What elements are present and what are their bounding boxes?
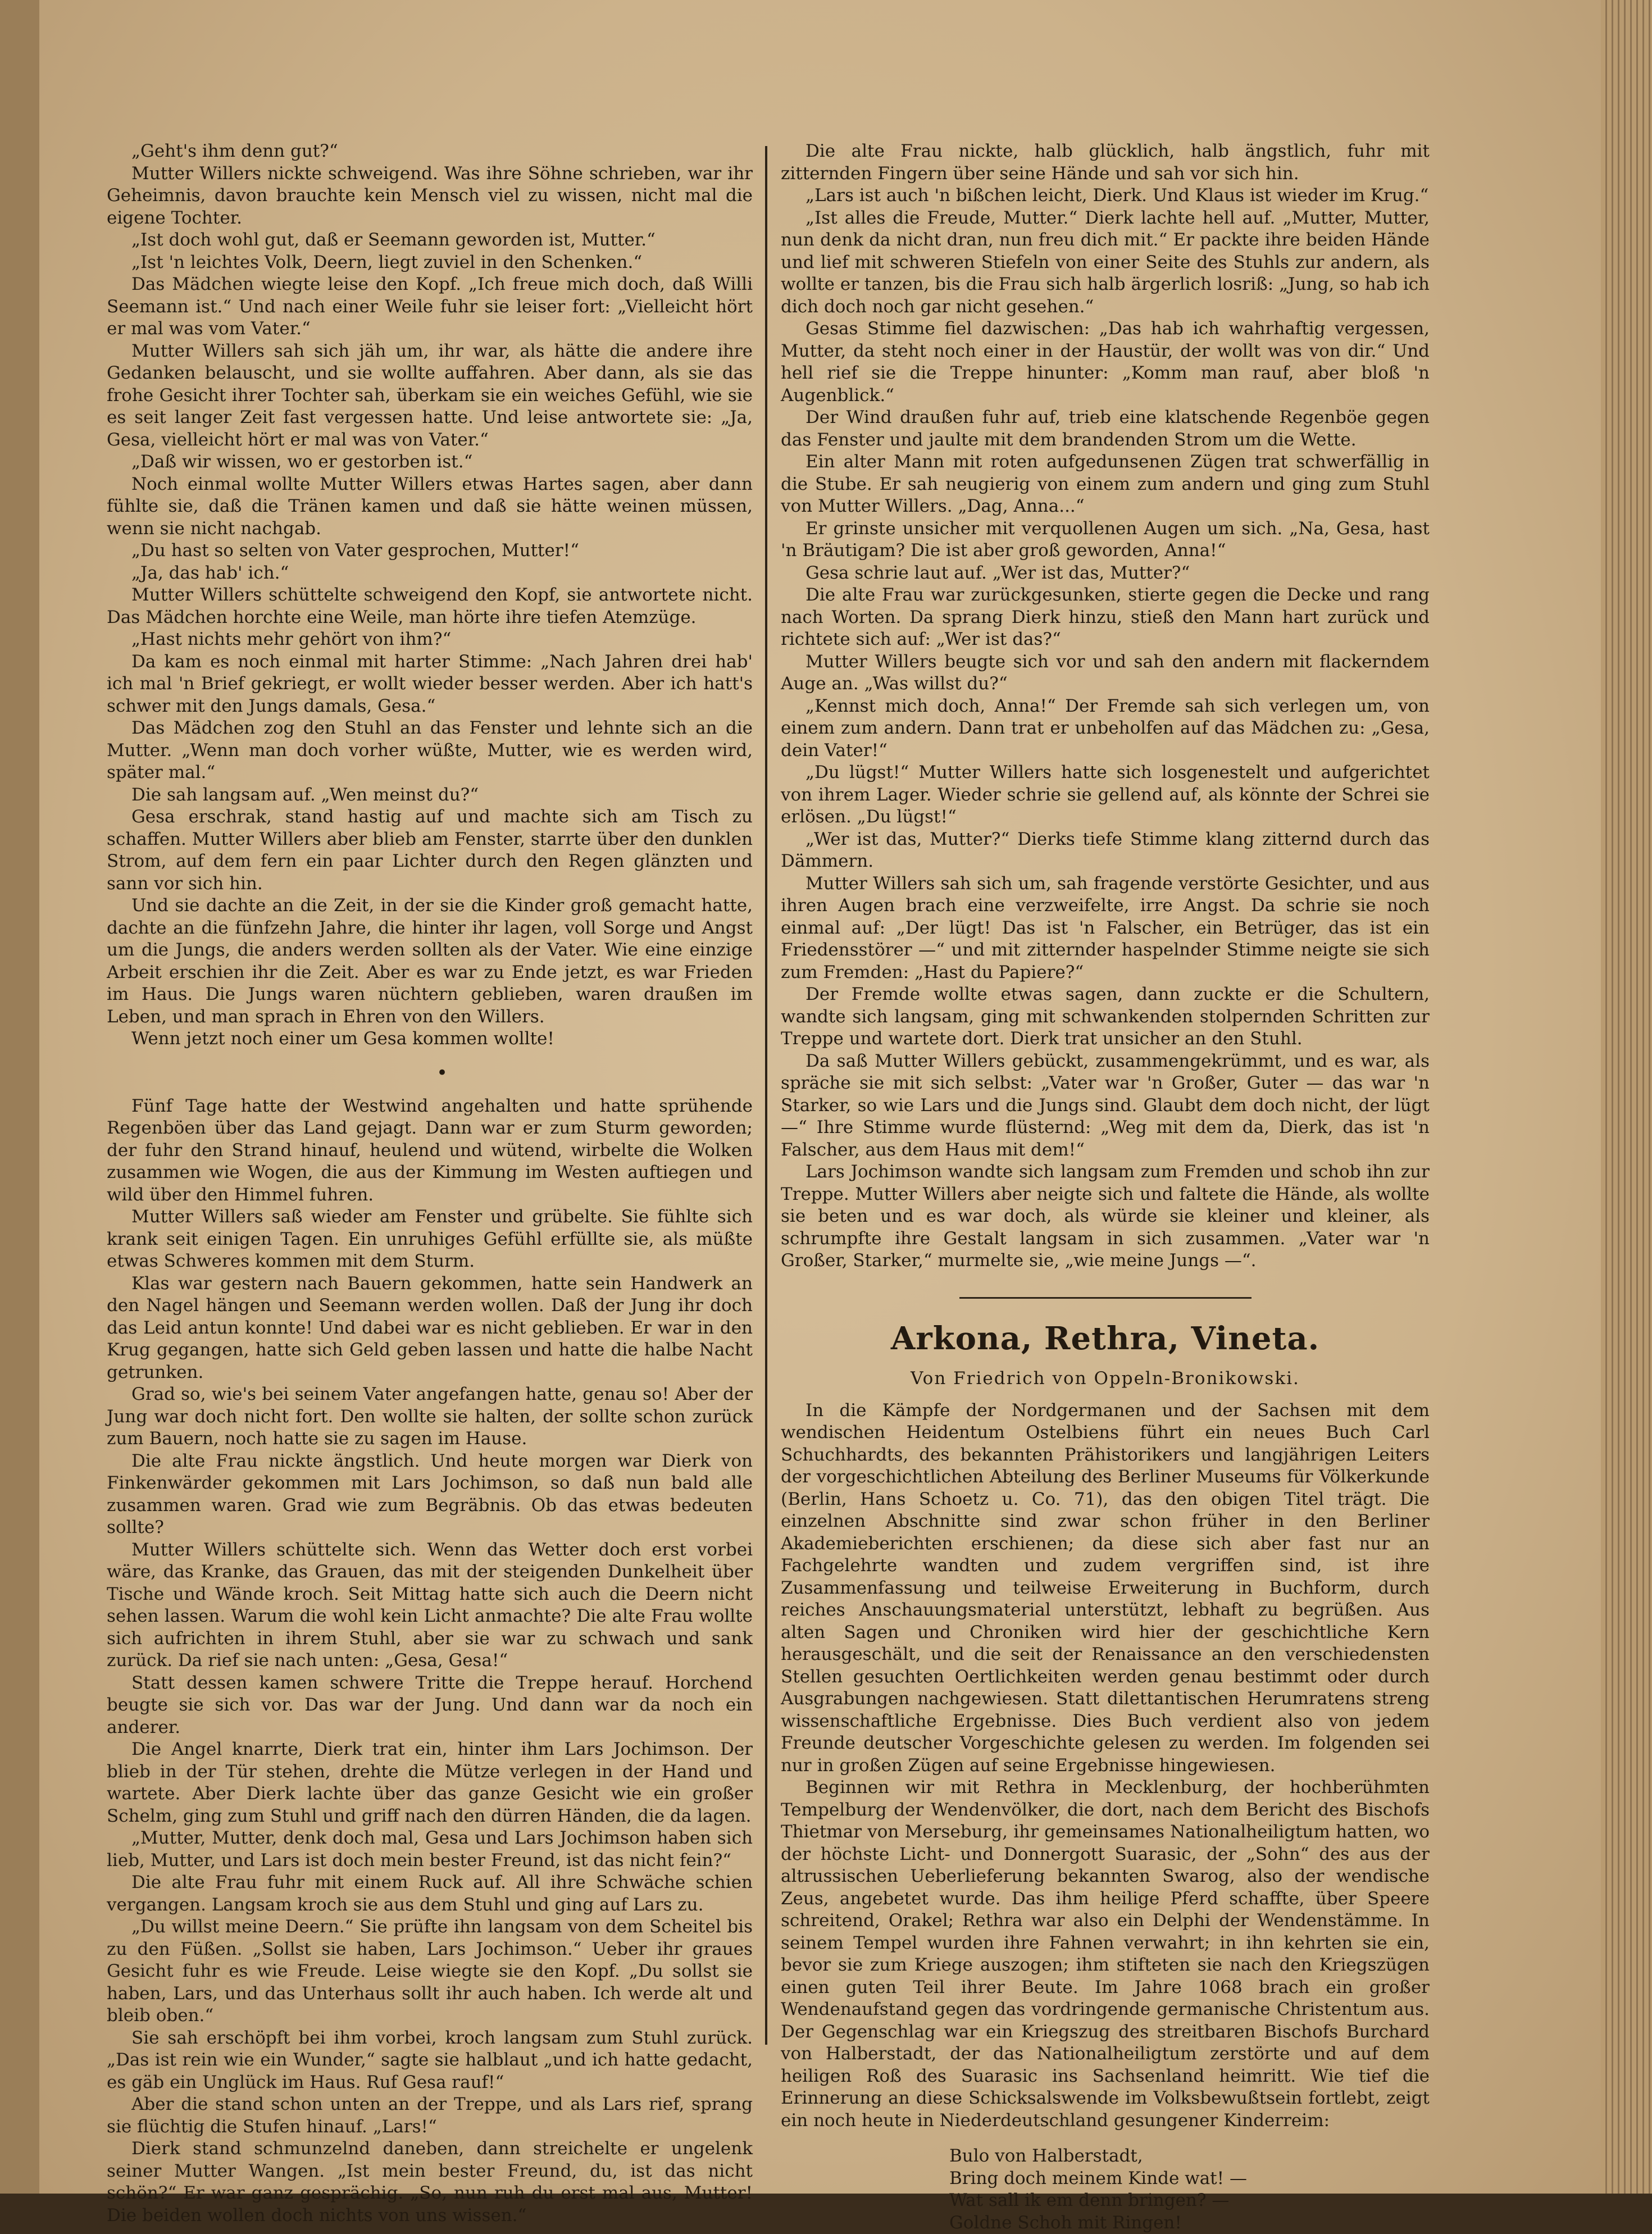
paragraph: Gesas Stimme fiel dazwischen: „Das hab ich wahrhaftig vergessen, Mutter, da steht noch einer in der Haustür, der wollt was von dir.“ Und hell rief sie die Treppe hinunter: „Komm man rauf, aber bloß 'n Augenblick.“ xyxy=(781,318,1430,407)
paragraph: Gesa schrie laut auf. „Wer ist das, Mutter?“ xyxy=(781,562,1430,585)
nursery-rhyme xyxy=(949,2145,1430,2234)
paragraph: Gesa erschrak, stand hastig auf und machte sich am Tisch zu schaffen. Mutter Willers aber blieb am Fenster, starrte über den dunklen Strom, auf dem fern ein paar Lichter durch den Regen glänzten und sann vor sich hin. xyxy=(107,806,753,895)
paragraph: Die alte Frau war zurückgesunken, stierte gegen die Decke und rang nach Worten. Da sprang Dierk hinzu, stieß den Mann hart zurück und richtete sich auf: „Wer ist das?“ xyxy=(781,584,1430,651)
paragraph: Ein alter Mann mit roten aufgedunsenen Zügen trat schwerfällig in die Stube. Er sah neugierig von einem zum andern und ging zum Stuhl von Mutter Willers. „Dag, Anna...“ xyxy=(781,451,1430,518)
paragraph: Die sah langsam auf. „Wen meinst du?“ xyxy=(107,784,753,807)
paragraph: Klas war gestern nach Bauern gekommen, hatte sein Handwerk an den Nagel hängen und Seemann werden wollen. Daß der Jung ihr doch das Leid antun konnte! Und dabei war es nicht geblieben. Er war in den Krug gegangen, hatte sich Geld geben lassen und hatte die halbe Nacht getrunken. xyxy=(107,1273,753,1384)
paragraph: „Du willst meine Deern.“ Sie prüfte ihn langsam von dem Scheitel bis zu den Füßen. „Sollst sie haben, Lars Jochimson.“ Ueber ihr graues Gesicht fuhr es wie Freude. Leise wiegte sie den Kopf. „Du sollst sie haben, Lars, und das Unterhaus sollt ihr auch haben. Ich werde alt und bleib oben.“ xyxy=(107,1916,753,2027)
paragraph: Da kam es noch einmal mit harter Stimme: „Nach Jahren drei hab' ich mal 'n Brief gekriegt, er wollt wieder besser werden. Aber ich hatt's schwer mit den Jungs damals, Gesa.“ xyxy=(107,651,753,718)
paragraph: Noch einmal wollte Mutter Willers etwas Hartes sagen, aber dann fühlte sie, daß die Tränen kamen und daß sie hätte weinen müssen, wenn sie nicht nachgab. xyxy=(107,474,753,540)
paragraph: „Ist 'n leichtes Volk, Deern, liegt zuviel in den Schenken.“ xyxy=(107,252,753,274)
left-page-edge xyxy=(0,0,39,2194)
paragraph: Da saß Mutter Willers gebückt, zusammengekrümmt, und es war, als spräche sie mit sich selbst: „Vater war 'n Großer, Guter — das war 'n Starker, so wie Lars und die Jungs sind. Glaubt dem doch nicht, der lügt —“ Ihre Stimme wurde flüsternd: „Weg mit dem da, Dierk, das ist 'n Falscher, aus dem Haus mit dem!“ xyxy=(781,1050,1430,1162)
paragraph: „Mutter, Mutter, denk doch mal, Gesa und Lars Jochimson haben sich lieb, Mutter, und Lars ist doch mein bester Freund, ist das nicht fein?“ xyxy=(107,1827,753,1872)
paragraph: Aber die stand schon unten an der Treppe, und als Lars rief, sprang sie flüchtig die Stufen hinauf. „Lars!“ xyxy=(107,2094,753,2138)
paragraph: Statt dessen kamen schwere Tritte die Treppe herauf. Horchend beugte sie sich vor. Das war der Jung. Und dann war da noch ein anderer. xyxy=(107,1672,753,1739)
paragraph: Der Fremde wollte etwas sagen, dann zuckte er die Schultern, wandte sich langsam, ging mit schwankenden stolpernden Schritten zur Treppe und wartete dort. Dierk trat unsicher an den Stuhl. xyxy=(781,984,1430,1050)
article-title: Arkona, Rethra, Vineta. xyxy=(781,1319,1430,1358)
paragraph: Lars Jochimson wandte sich langsam zum Fremden und schob ihn zur Treppe. Mutter Willers aber neigte sich und faltete die Hände, als wollte sie beten und es war doch, als würde sie kleiner und kleiner, als schrumpfte ihre Gestalt langsam in sich zusammen. „Vater war 'n Großer, Starker,“ murmelte sie, „wie meine Jungs —“. xyxy=(781,1161,1430,1272)
story-part-two xyxy=(107,1095,753,2227)
paragraph: Mutter Willers schüttelte schweigend den Kopf, sie antwortete nicht. Das Mädchen horchte eine Weile, man hörte ihre tiefen Atemzüge. xyxy=(107,584,753,629)
paragraph: Mutter Willers beugte sich vor und sah den andern mit flackerndem Auge an. „Was willst du?“ xyxy=(781,651,1430,695)
paragraph: „Ist alles die Freude, Mutter.“ Dierk lachte hell auf. „Mutter, Mutter, nun denk da nicht dran, nun freu dich mit.“ Er packte ihre beiden Hände und lief mit schweren Stiefeln von einer Seite des Stuhls zur andern, als wollte er tanzen, bis die Frau sich halb ärgerlich losriß: „Jung, so hab ich dich doch noch gar nicht gesehen.“ xyxy=(781,207,1430,319)
paragraph: „Ja, das hab' ich.“ xyxy=(107,562,753,585)
paragraph: Die Angel knarrte, Dierk trat ein, hinter ihm Lars Jochimson. Der blieb in der Tür stehen, drehte die Mütze verlegen in der Hand und wartete. Aber Dierk lachte über das ganze Gesicht wie ein großer Schelm, ging zum Stuhl und griff nach den dürren Händen, die da lagen. xyxy=(107,1739,753,1827)
paragraph: Der Wind draußen fuhr auf, trieb eine klatschende Regenböe gegen das Fenster und jaulte mit dem brandenden Strom um die Wette. xyxy=(781,407,1430,451)
paragraph: „Hast nichts mehr gehört von ihm?“ xyxy=(107,629,753,651)
paragraph: Sie sah erschöpft bei ihm vorbei, kroch langsam zum Stuhl zurück. „Das ist rein wie ein Wunder,“ sagte sie halblaut „und ich hatte gedacht, es gäb ein Unglück im Haus. Ruf Gesa rauf!“ xyxy=(107,2027,753,2094)
paragraph: Wenn jetzt noch einer um Gesa kommen wollte! xyxy=(107,1028,753,1050)
article-body xyxy=(781,1400,1430,2132)
paragraph: Mutter Willers saß wieder am Fenster und grübelte. Sie fühlte sich krank seit einigen Tagen. Ein unruhiges Gefühl erfüllte sie, als müßte etwas Schweres kommen mit dem Sturm. xyxy=(107,1206,753,1273)
paragraph: „Geht's ihm denn gut?“ xyxy=(107,140,753,163)
section-separator: • xyxy=(107,1050,753,1095)
paragraph: „Wer ist das, Mutter?“ Dierks tiefe Stimme klang zitternd durch das Dämmern. xyxy=(781,829,1430,873)
paragraph: Mutter Willers sah sich um, sah fragende verstörte Gesichter, und aus ihren Augen brach eine verzweifelte, irre Angst. Da schrie sie noch einmal auf: „Der lügt! Das ist 'n Falscher, ein Betrüger, das ist ein Friedensstörer —“ und mit zitternder haspelnder Stimme neigte sie sich zum Fremden: „Hast du Papiere?“ xyxy=(781,873,1430,984)
article-separator-rule xyxy=(959,1297,1251,1299)
paragraph: Mutter Willers schüttelte sich. Wenn das Wetter doch erst vorbei wäre, das Kranke, das Grauen, das mit der steigenden Dunkelheit über Tische und Wände kroch. Seit Mittag hatte sich auch die Deern nicht sehen lassen. Warum die wohl kein Licht anmachte? Die alte Frau wollte sich aufrichten in ihrem Stuhl, aber sie war zu schwach und sank zurück. Da rief sie nach unten: „Gesa, Gesa!“ xyxy=(107,1539,753,1672)
paragraph: Mutter Willers nickte schweigend. Was ihre Söhne schrieben, war ihr Geheimnis, davon brauchte kein Mensch viel zu wissen, nicht mal die eigene Tochter. xyxy=(107,163,753,230)
paragraph: „Kennst mich doch, Anna!“ Der Fremde sah sich verlegen um, von einem zum andern. Dann trat er unbeholfen auf das Mädchen zu: „Gesa, dein Vater!“ xyxy=(781,695,1430,762)
left-column xyxy=(107,140,753,2227)
paragraph: „Daß wir wissen, wo er gestorben ist.“ xyxy=(107,451,753,474)
verse-line: Wat sall ik em denn bringen? — xyxy=(949,2190,1430,2212)
paragraph: „Lars ist auch 'n bißchen leicht, Dierk. Und Klaus ist wieder im Krug.“ xyxy=(781,185,1430,207)
verse-line: Goldne Schoh mit Ringen! xyxy=(949,2212,1430,2234)
paragraph: Beginnen wir mit Rethra in Mecklenburg, der hochberühmten Tempelburg der Wendenvölker, die dort, nach dem Bericht des Bischofs Thietmar von Merseburg, ihr gemeinsames Nationalheiligtum hatten, wo der höchste Licht- und Donnergott Suarasic, der „Sohn“ des aus der altrussischen Ueberlieferung bekannten Swarog, also der wendische Zeus, angebetet wurde. Das ihm heilige Pferd schaffte, über Speere schreitend, Orakel; Rethra war also ein Delphi der Wendenstämme. In seinem Tempel wurden ihre Fahnen verwahrt; in ihn kehrten sie ein, bevor sie zum Kriege auszogen; ihm stifteten sie nach den Kriegszügen einen guten Teil ihrer Beute. Im Jahre 1068 brach ein großer Wendenaufstand gegen das vordringende germanische Christentum aus. Der Gegenschlag war ein Kriegszug des streitbaren Bischofs Burchard von Halberstadt, der das Nationalheiligtum zerstörte und auf dem heiligen Roß des Suarasic ins Sachsenland heimritt. Wie tief die Erinnerung an diese Schicksalswende im Volksbewußtsein fortlebt, zeigt ein noch heute in Niederdeutschland gesungener Kinderreim: xyxy=(781,1777,1430,2132)
story-continuation xyxy=(781,140,1430,1272)
paragraph: Und sie dachte an die Zeit, in der sie die Kinder groß gemacht hatte, dachte an die fünfzehn Jahre, die hinter ihr lagen, voll Sorge und Angst um die Jungs, die anders werden sollten als der Vater. Wie eine einzige Arbeit erschien ihr die Zeit. Aber es war zu Ende jetzt, es war Frieden im Haus. Die Jungs waren nüchtern geblieben, waren draußen im Leben, und man sprach in Ehren von den Willers. xyxy=(107,895,753,1028)
paragraph: „Ist doch wohl gut, daß er Seemann geworden ist, Mutter.“ xyxy=(107,229,753,252)
paragraph: In die Kämpfe der Nordgermanen und der Sachsen mit dem wendischen Heidentum Ostelbiens führt ein neues Buch Carl Schuchhardts, des bekannten Prähistorikers und langjährigen Leiters der vorgeschichtlichen Abteilung des Berliner Museums für Völkerkunde (Berlin, Hans Schoetz u. Co. 71), das den obigen Titel trägt. Die einzelnen Abschnitte sind zwar schon früher in den Berliner Akademieberichten erschienen; da diese sich aber fast nur an Fachgelehrte wandten und zudem vergriffen sind, ist ihre Zusammenfassung und teilweise Erweiterung in Buchform, durch reiches Anschauungsmaterial unterstützt, lebhaft zu begrüßen. Aus alten Sagen und Chroniken wird hier der geschichtliche Kern herausgeschält, und die seit der Renaissance an den verschiedensten Stellen gesuchten Oertlichkeiten werden genau bestimmt oder durch Ausgrabungen nachgewiesen. Statt dilettantischen Herumratens streng wissenschaftliche Ergebnisse. Dies Buch verdient also von jedem Freunde deutscher Vorgeschichte gelesen zu werden. Im folgenden sei nur in großen Zügen auf seine Ergebnisse hingewiesen. xyxy=(781,1400,1430,1777)
page-stack-edge xyxy=(1601,0,1652,2194)
paragraph: Die alte Frau nickte, halb glücklich, halb ängstlich, fuhr mit zitternden Fingern über seine Hände und sah vor sich hin. xyxy=(781,140,1430,185)
paragraph: Die alte Frau nickte ängstlich. Und heute morgen war Dierk von Finkenwärder gekommen mit Lars Jochimson, so daß nun bald alle zusammen waren. Grad wie zum Begräbnis. Ob das etwas bedeuten sollte? xyxy=(107,1450,753,1539)
paragraph: Mutter Willers sah sich jäh um, ihr war, als hätte die andere ihre Gedanken belauscht, und sie wollte auffahren. Aber dann, als sie das frohe Gesicht ihrer Tochter sah, überkam sie ein weiches Gefühl, wie sie es seit langer Zeit fast vergessen hatte. Und leise antwortete sie: „Ja, Gesa, vielleicht hört er mal was von Vater.“ xyxy=(107,340,753,452)
paragraph: „Du lügst!“ Mutter Willers hatte sich losgenestelt und aufgerichtet von ihrem Lager. Wieder schrie sie gellend auf, als könnte der Schrei sie erlösen. „Du lügst!“ xyxy=(781,762,1430,829)
right-column xyxy=(781,140,1430,2234)
verse-line: Bring doch meinem Kinde wat! — xyxy=(949,2168,1430,2190)
article-author: Von Friedrich von Oppeln-Bronikowski. xyxy=(781,1366,1430,1391)
paragraph: Grad so, wie's bei seinem Vater angefangen hatte, genau so! Aber der Jung war doch nicht fort. Den wollte sie halten, der sollte schon zurück zum Bauern, noch hatte sie zu sagen im Hause. xyxy=(107,1384,753,1450)
paragraph: Das Mädchen zog den Stuhl an das Fenster und lehnte sich an die Mutter. „Wenn man doch vorher wüßte, Mutter, wie es werden wird, später mal.“ xyxy=(107,717,753,784)
paragraph: „Du hast so selten von Vater gesprochen, Mutter!“ xyxy=(107,540,753,562)
story-part-one xyxy=(107,140,753,1050)
verse-line: Bulo von Halberstadt, xyxy=(949,2145,1430,2168)
paragraph: Fünf Tage hatte der Westwind angehalten und hatte sprühende Regenböen über das Land gejagt. Dann war er zum Sturm geworden; der fuhr den Strand hinauf, heulend und wütend, wirbelte die Wolken zusammen wie Wogen, die aus der Kimmung im Westen auftiegen und wild über den Himmel fuhren. xyxy=(107,1095,753,1207)
column-divider xyxy=(765,146,767,2045)
paragraph: Er grinste unsicher mit verquollenen Augen um sich. „Na, Gesa, hast 'n Bräutigam? Die ist aber groß geworden, Anna!“ xyxy=(781,518,1430,562)
paragraph: Dierk stand schmunzelnd daneben, dann streichelte er ungelenk seiner Mutter Wangen. „Ist mein bester Freund, du, ist das nicht schön?“ Er war ganz gesprächig. „So, nun ruh du erst mal aus, Mutter! Die beiden wollen doch nichts von uns wissen.“ xyxy=(107,2138,753,2227)
paragraph: Das Mädchen wiegte leise den Kopf. „Ich freue mich doch, daß Willi Seemann ist.“ Und nach einer Weile fuhr sie leiser fort: „Vielleicht hört er mal was vom Vater.“ xyxy=(107,274,753,340)
paragraph: Die alte Frau fuhr mit einem Ruck auf. All ihre Schwäche schien vergangen. Langsam kroch sie aus dem Stuhl und ging auf Lars zu. xyxy=(107,1872,753,1916)
